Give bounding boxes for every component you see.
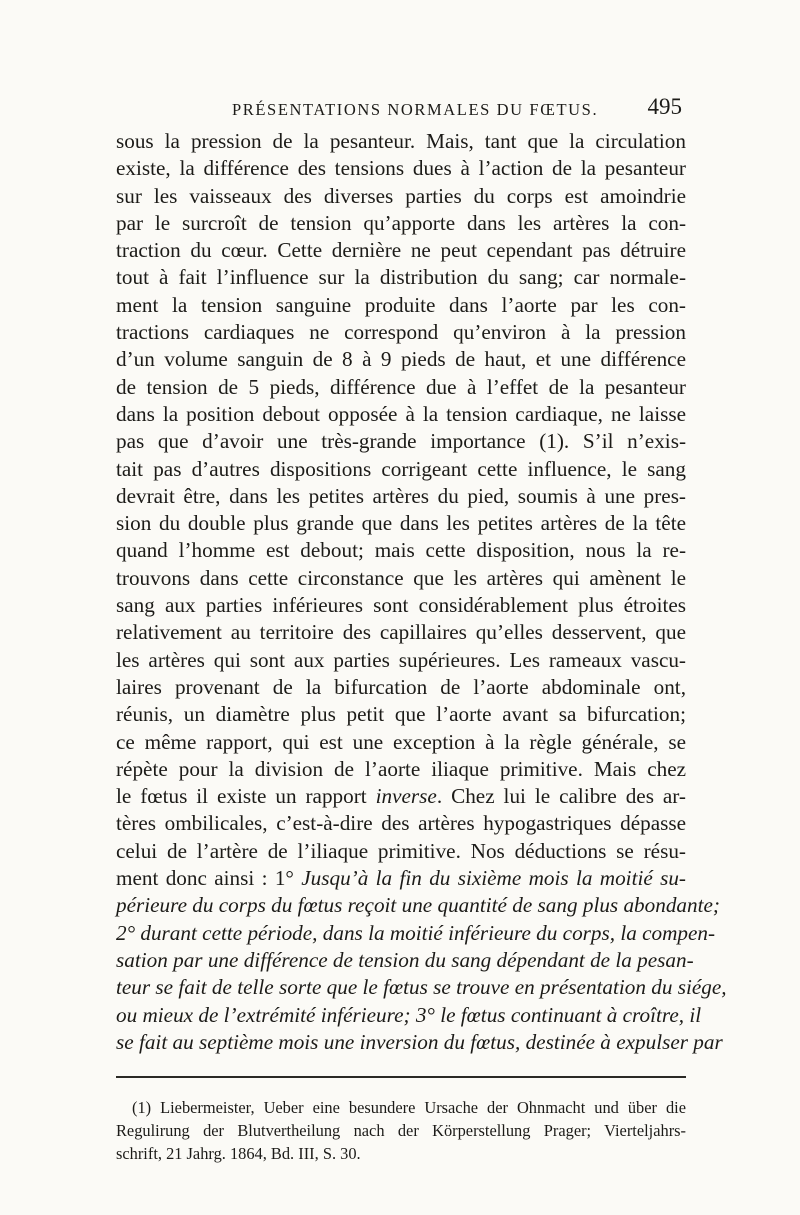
text-run: le fœtus il existe un rapport bbox=[116, 784, 376, 809]
italic-term: inverse bbox=[375, 784, 437, 809]
text-line: laires provenant de la bifurcation de l’aorte abdominale ont, bbox=[116, 674, 686, 699]
italic-run: Jusqu’à la fin du sixième mois la moitié su- bbox=[301, 866, 686, 891]
text-line: trouvons dans cette circonstance que les artères qui amènent le bbox=[116, 565, 686, 590]
footnote-divider bbox=[116, 1076, 686, 1078]
text-line: ce même rapport, qui est une exception à la règle générale, se bbox=[116, 729, 686, 754]
italic-line: teur se fait de telle sorte que le fœtus se trouve en présentation du siége, bbox=[116, 975, 727, 1000]
text-run: . Chez lui le calibre des ar- bbox=[436, 784, 686, 809]
text-line: sion du double plus grande que dans les petites artères de la tête bbox=[116, 511, 686, 536]
italic-line: sation par une différence de tension du sang dépendant de la pesan- bbox=[116, 947, 694, 972]
text-line: par le surcroît de tension qu’apporte dans les artères la con- bbox=[116, 210, 686, 235]
running-title: PRÉSENTATIONS NORMALES DU FŒTUS. bbox=[232, 100, 599, 119]
text-line: les artères qui sont aux parties supérieures. Les rameaux vascu- bbox=[116, 647, 686, 672]
italic-line: ou mieux de l’extrémité inférieure; 3° le fœtus continuant à croître, il bbox=[116, 1002, 702, 1027]
footnote-line: (1) Liebermeister, Ueber eine besundere Ursache der Ohnmacht und über die bbox=[132, 1098, 686, 1117]
text-line: de tension de 5 pieds, différence due à l’effet de la pesanteur bbox=[116, 374, 686, 399]
italic-line: périeure du corps du fœtus reçoit une quantité de sang plus abondante; bbox=[116, 893, 720, 918]
text-line: dans la position debout opposée à la tension cardiaque, ne laisse bbox=[116, 401, 686, 426]
text-line: relativement au territoire des capillaires qu’elles desservent, que bbox=[116, 620, 686, 645]
text-line: quand l’homme est debout; mais cette disposition, nous la re- bbox=[116, 538, 686, 563]
text-line: celui de l’artère de l’iliaque primitive. Nos déductions se résu- bbox=[116, 838, 686, 863]
running-head bbox=[116, 96, 686, 130]
text-line-mixed bbox=[116, 783, 686, 810]
text-line: sang aux parties inférieures sont considérablement plus étroites bbox=[116, 593, 686, 618]
text-line: traction du cœur. Cette dernière ne peut cependant pas détruire bbox=[116, 238, 686, 263]
text-line: sur les vaisseaux des diverses parties du corps est amoindrie bbox=[116, 183, 686, 208]
text-line-mixed bbox=[116, 865, 686, 892]
italic-line: se fait au septième mois une inversion du fœtus, destinée à expulser par bbox=[116, 1029, 723, 1054]
body-text bbox=[116, 128, 727, 1056]
text-line: tractions cardiaques ne correspond qu’environ à la pression bbox=[116, 320, 686, 345]
italic-line: 2° durant cette période, dans la moitié inférieure du corps, la compen- bbox=[116, 920, 716, 945]
footnote-line: Regulirung der Blutvertheilung nach der Körperstellung Prager; Vierteljahrs- bbox=[116, 1120, 686, 1140]
text-line: ment la tension sanguine produite dans l’aorte par les con- bbox=[116, 292, 686, 317]
footnote-line: schrift, 21 Jahrg. 1864, Bd. III, S. 30. bbox=[116, 1143, 361, 1163]
text-line: devrait être, dans les petites artères du pied, soumis à une pres- bbox=[116, 483, 686, 508]
text-line: existe, la différence des tensions dues à l’action de la pesanteur bbox=[116, 156, 686, 181]
text-run: ment donc ainsi : 1° bbox=[116, 866, 302, 891]
page-number: 495 bbox=[647, 94, 682, 119]
text-line: tait pas d’autres dispositions corrigeant cette influence, le sang bbox=[116, 456, 686, 481]
text-line: tout à fait l’influence sur la distribution du sang; car normale- bbox=[116, 265, 686, 290]
text-line: réunis, un diamètre plus petit que l’aorte avant sa bifurcation; bbox=[116, 702, 686, 727]
text-line: répète pour la division de l’aorte iliaque primitive. Mais chez bbox=[116, 756, 686, 781]
text-line: d’un volume sanguin de 8 à 9 pieds de haut, et une différence bbox=[116, 347, 686, 372]
text-line: tères ombilicales, c’est-à-dire des artères hypogastriques dépasse bbox=[116, 811, 686, 836]
text-line: sous la pression de la pesanteur. Mais, tant que la circulation bbox=[116, 129, 686, 153]
text-line: pas que d’avoir une très-grande importance (1). S’il n’exis- bbox=[116, 429, 686, 454]
footnote bbox=[116, 1097, 686, 1165]
